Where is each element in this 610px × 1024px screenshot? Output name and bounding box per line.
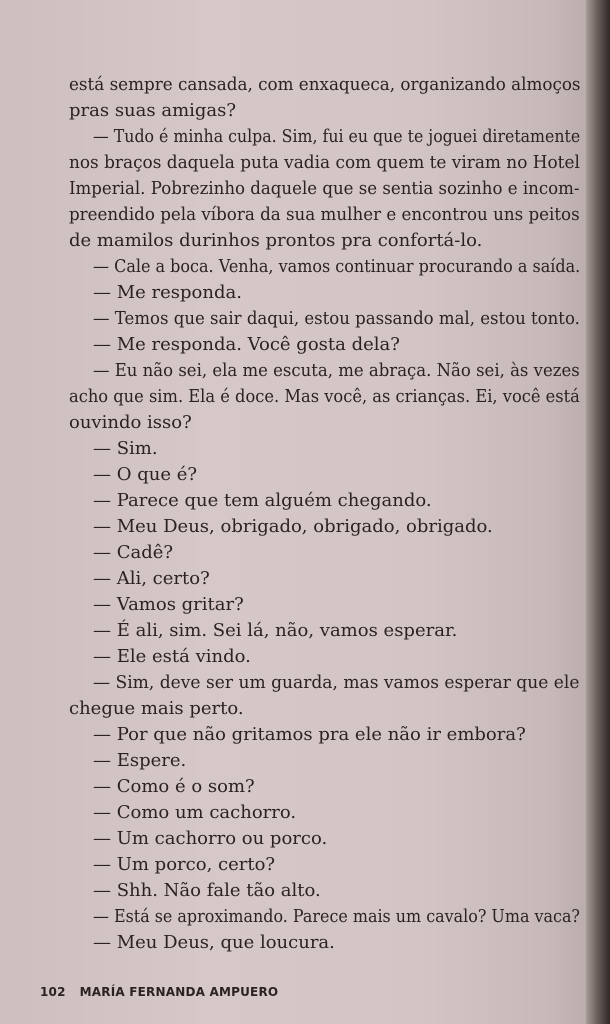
page-footer — [40, 985, 278, 999]
text-line: — Parece que tem alguém chegando. — [93, 490, 432, 511]
text-line: — Meu Deus, obrigado, obrigado, obrigado. — [93, 516, 493, 537]
text-line: — Cadê? — [93, 542, 174, 563]
text-line: — Meu Deus, que loucura. — [93, 932, 335, 953]
text-line: — Me responda. — [93, 282, 242, 303]
text-line: — Um porco, certo? — [93, 854, 276, 875]
text-line: — Está se aproximando. Parece mais um cavalo? Uma vaca? — [93, 906, 580, 927]
text-line: — Sim. — [93, 438, 158, 459]
text-line: preendido pela víbora da sua mulher e encontrou uns peitos — [69, 204, 580, 225]
text-line: ouvindo isso? — [69, 412, 192, 433]
author-name: MARÍA FERNANDA AMPUERO — [79, 985, 279, 999]
binding-shadow — [586, 0, 610, 1024]
text-line: — Me responda. Você gosta dela? — [93, 334, 400, 355]
text-line: acho que sim. Ela é doce. Mas você, as crianças. Ei, você está — [69, 386, 580, 407]
text-line: — Ali, certo? — [93, 568, 210, 589]
text-line: Imperial. Pobrezinho daquele que se sentia sozinho e incom- — [69, 178, 580, 199]
text-line: — Como um cachorro. — [93, 802, 297, 823]
text-line: — Shh. Não fale tão alto. — [93, 880, 321, 901]
text-line: — Vamos gritar? — [93, 594, 244, 615]
text-line: — Um cachorro ou porco. — [93, 828, 328, 849]
text-line: — Eu não sei, ela me escuta, me abraça. Não sei, às vezes — [93, 360, 580, 381]
text-line: está sempre cansada, com enxaqueca, organizando almoços — [69, 74, 581, 95]
text-line: — Temos que sair daqui, estou passando mal, estou tonto. — [93, 308, 580, 329]
text-line: de mamilos durinhos prontos pra confortá-lo. — [69, 230, 483, 251]
text-line: chegue mais perto. — [69, 698, 244, 719]
text-line: — É ali, sim. Sei lá, não, vamos esperar. — [93, 620, 458, 641]
text-line: — Por que não gritamos pra ele não ir embora? — [93, 724, 526, 745]
text-line: — Sim, deve ser um guarda, mas vamos esperar que ele — [93, 672, 580, 693]
page-number: 102 — [40, 985, 66, 999]
text-line: — O que é? — [93, 464, 197, 485]
text-line: — Tudo é minha culpa. Sim, fui eu que te joguei diretamente — [93, 126, 581, 147]
text-line: — Cale a boca. Venha, vamos continuar procurando a saída. — [93, 256, 581, 277]
text-line: — Espere. — [93, 750, 187, 771]
text-line: pras suas amigas? — [69, 100, 237, 121]
text-line: nos braços daquela puta vadia com quem te viram no Hotel — [69, 152, 580, 173]
text-line: — Ele está vindo. — [93, 646, 251, 667]
text-line: — Como é o som? — [93, 776, 255, 797]
